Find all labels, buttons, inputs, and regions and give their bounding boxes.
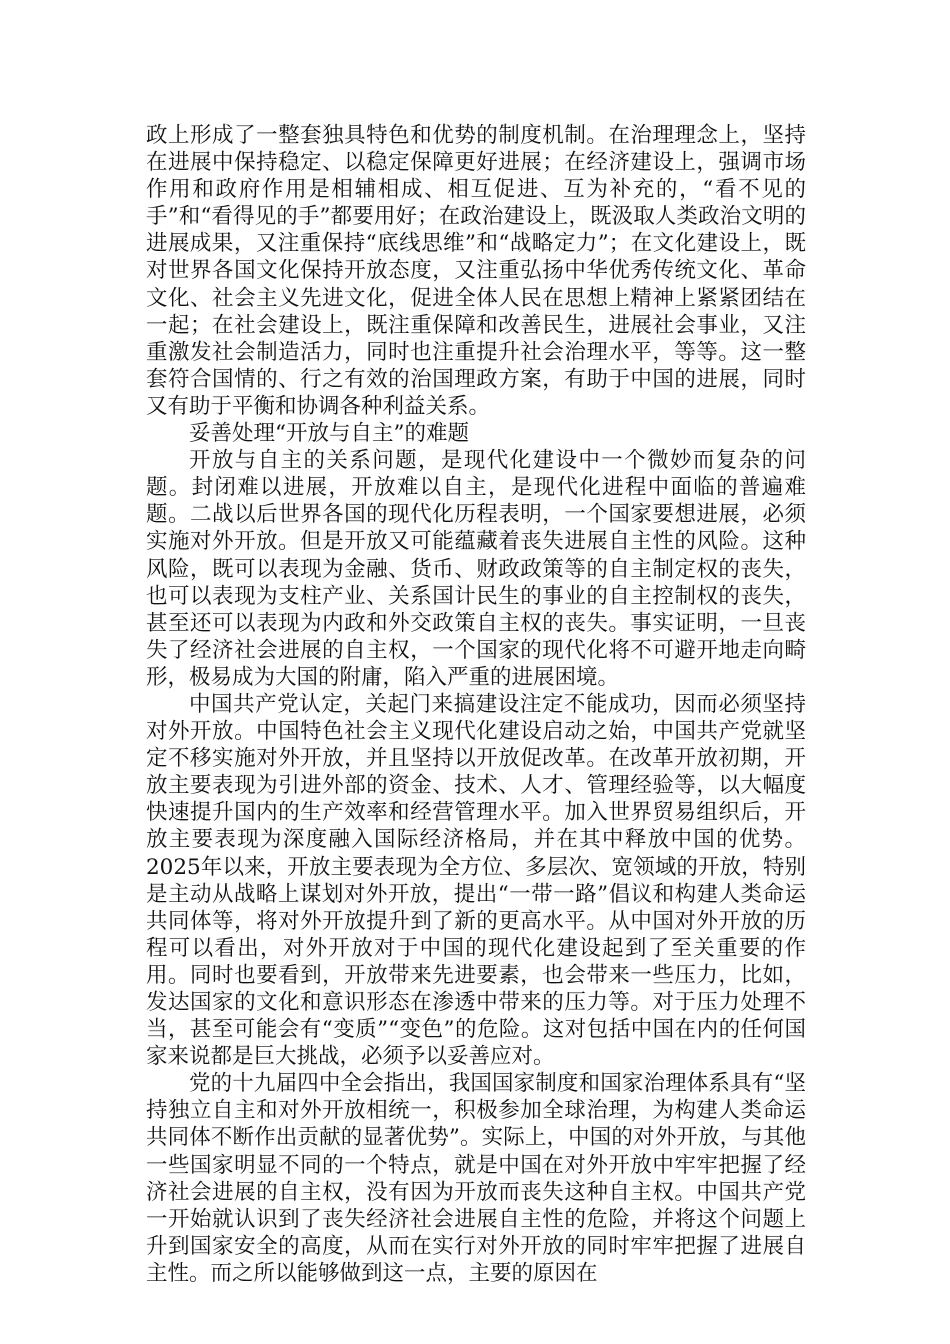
paragraph-openness-autonomy: 开放与自主的关系问题，是现代化建设中一个微妙而复杂的问题。封闭难以进展，开放难以自主，是现代化进程中面临的普遍难题。二战以后世界各国的现代化历程表明，一个国家要想进展，必须实施对外开放。但是开放又可能蕴藏着丧失进展自主性的风险。这种风险，既可以表现为金融、货币、财政政策等的自主制定权的丧失，也可以表现为支柱产业、关系国计民生的事业的自主控制权的丧失，甚至还可以表现为内政和外交政策自主权的丧失。事实证明，一旦丧失了经济社会进展的自主权，一个国家的现代化将不可避开地走向畸形，极易成为大国的附庸，陷入严重的进展困境。 [146, 448, 806, 690]
section-heading: 妥善处理“开放与自主”的难题 [189, 421, 469, 447]
paragraph-plenum: 党的十九届四中全会指出，我国国家制度和国家治理体系具有“坚持独立自主和对外开放相统一，积极参加全球治理，为构建人类命运共同体不断作出贡献的显著优势”。实际上，中国的对外开放，与其他一些国家明显不同的一个特点，就是中国在对外开放中牢牢把握了经济社会进展的自主权，没有因为开放而丧失这种自主权。中国共产党一开始就认识到了丧失经济社会进展自主性的危险，并将这个问题上升到国家安全的高度，从而在实行对外开放的同时牢牢把握了进展自主性。而之所以能够做到这一点，主要的原因在 [146, 1071, 806, 1286]
paragraph-opening-history: 中国共产党认定，关起门来搞建设注定不能成功，因而必须坚持对外开放。中国特色社会主义现代化建设启动之始，中国共产党就坚定不移实施对外开放，并且坚持以开放促改革。在改革开放初期，开放主要表现为引进外部的资金、技术、人才、管理经验等，以大幅度快速提升国内的生产效率和经营管理水平。加入世界贸易组织后，开放主要表现为深度融入国际经济格局，并在其中释放中国的优势。2025年以来，开放主要表现为全方位、多层次、宽领域的开放，特别是主动从战略上谋划对外开放，提出“一带一路”倡议和构建人类命运共同体等，将对外开放提升到了新的更高水平。从中国对外开放的历程可以看出，对外开放对于中国的现代化建设起到了至关重要的作用。同时也要看到，开放带来先进要素，也会带来一些压力，比如，发达国家的文化和意识形态在渗透中带来的压力等。对于压力处理不当，甚至可能会有“变质”“变色”的危险。这对包括中国在内的任何国家来说都是巨大挑战，必须予以妥善应对。 [146, 691, 806, 1070]
document-body [146, 122, 806, 1287]
paragraph-governance: 政上形成了一整套独具特色和优势的制度机制。在治理理念上，坚持在进展中保持稳定、以稳定保障更好进展；在经济建设上，强调市场作用和政府作用是相辅相成、相互促进、互为补充的，“看不见的手”和“看得见的手”都要用好；在政治建设上，既汲取人类政治文明的进展成果，又注重保持“底线思维”和“战略定力”；在文化建设上，既对世界各国文化保持开放态度，又注重弘扬中华优秀传统文化、革命文化、社会主义先进文化，促进全体人民在思想上精神上紧紧团结在一起；在社会建设上，既注重保障和改善民生，进展社会事业，又注重激发社会制造活力，同时也注重提升社会治理水平，等等。这一整套符合国情的、行之有效的治国理政方案，有助于中国的进展，同时又有助于平衡和协调各种利益关系。 [146, 123, 806, 419]
